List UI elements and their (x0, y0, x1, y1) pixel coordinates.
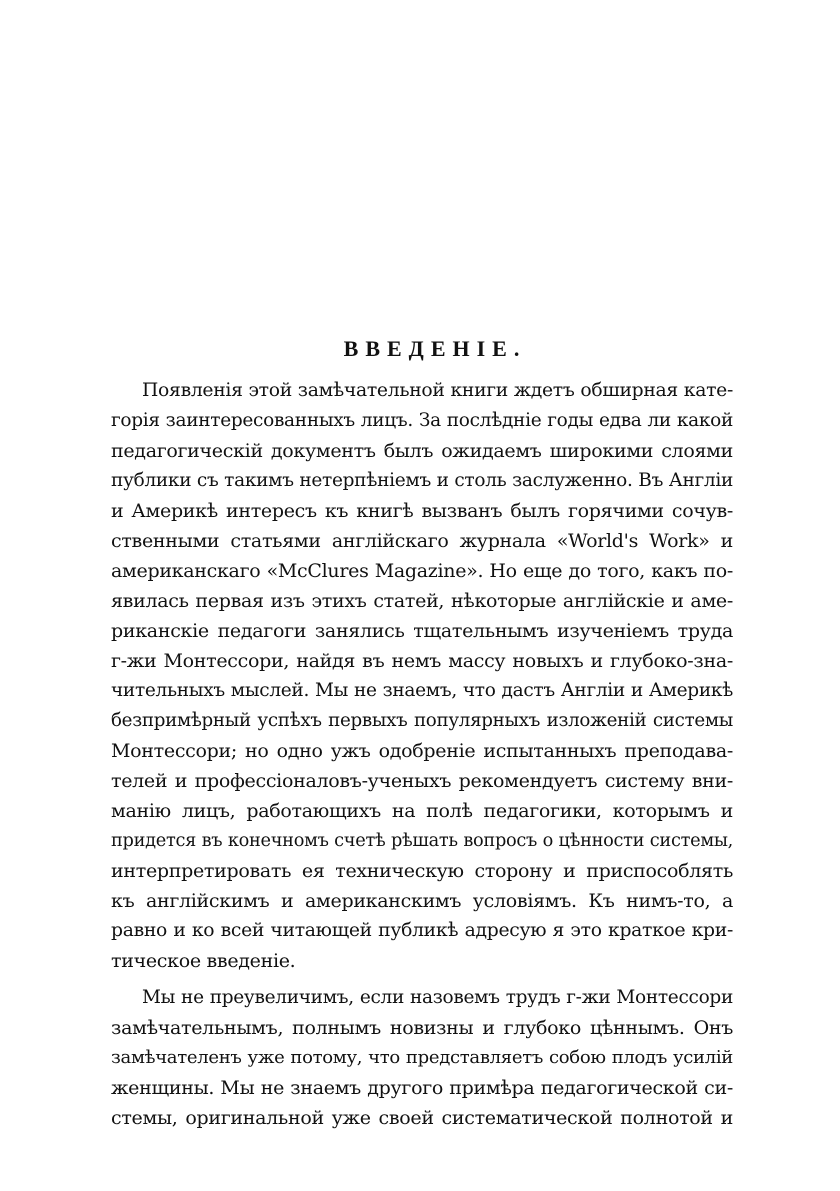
text-line: чительныхъ мыслей. Мы не знаемъ, что дастъ Англіи и Америкѣ (111, 680, 733, 701)
text-line: г-жи Монтессори, найдя въ немъ массу новыхъ и глубоко-зна- (111, 650, 733, 672)
text-line: придется въ конечномъ счетѣ рѣшать вопросъ о цѣнности системы, (111, 831, 733, 851)
text-line: равно и ко всей читающей публикѣ адресую я это краткое кри- (111, 920, 733, 941)
text-line: явилась первая изъ этихъ статей, нѣкоторые англійскіе и аме- (111, 590, 733, 612)
text-line: замѣчательнымъ, полнымъ новизны и глубоко цѣннымъ. Онъ (111, 1017, 733, 1039)
text-line: тическое введеніе. (111, 950, 296, 972)
text-line: ственными статьями англійскаго журнала «World's Work» и (111, 530, 733, 552)
text-line: замѣчателенъ уже потому, что представляетъ собою плодъ усилій (111, 1047, 733, 1068)
text-line: горія заинтересованныхъ лицъ. За послѣдніе годы едва ли какой (111, 410, 733, 431)
page-title: ВВЕДЕНІЕ. (343, 336, 527, 361)
text-line: стемы, оригинальной уже своей систематической полнотой и (111, 1107, 733, 1129)
text-line: и Америкѣ интересъ къ книгѣ вызванъ былъ горячими сочув- (111, 500, 733, 522)
text-line: манію лицъ, работающихъ на полѣ педагогики, которымъ и (111, 800, 733, 822)
text-line: безпримѣрный успѣхъ первыхъ популярныхъ изложеній системы (111, 710, 733, 731)
text-line: Монтессори; но одно ужъ одобреніе испытанныхъ преподава- (111, 740, 733, 762)
text-line: педагогическій документъ былъ ожидаемъ широкими слоями (111, 440, 733, 462)
text-line: американскаго «McClures Magazine». Но еще до того, какъ по- (111, 560, 733, 582)
text-line: риканскіе педагоги занялись тщательнымъ изученіемъ труда (111, 620, 733, 642)
text-line: Мы не преувеличимъ, если назовемъ трудъ г-жи Монтессори (142, 987, 733, 1008)
paragraph-gap (111, 976, 733, 983)
text-line: телей и профессіоналовъ-ученыхъ рекомендуетъ систему вни- (111, 770, 733, 792)
text-line: публики съ такимъ нетерпѣніемъ и столь заслуженно. Въ Англіи (111, 470, 733, 491)
text-line: Появленія этой замѣчательной книги ждетъ обширная кате- (142, 380, 733, 401)
text-line: женщины. Мы не знаемъ другого примѣра педагогической си- (111, 1077, 733, 1099)
body-text (111, 376, 733, 1133)
paragraph-2 (111, 983, 733, 1133)
text-line: интерпретировать ея техническую сторону и приспособлять (111, 860, 733, 882)
paragraph-1 (111, 376, 733, 976)
text-line: къ англійскимъ и американскимъ условіямъ. Къ нимъ-то, а (111, 890, 733, 912)
